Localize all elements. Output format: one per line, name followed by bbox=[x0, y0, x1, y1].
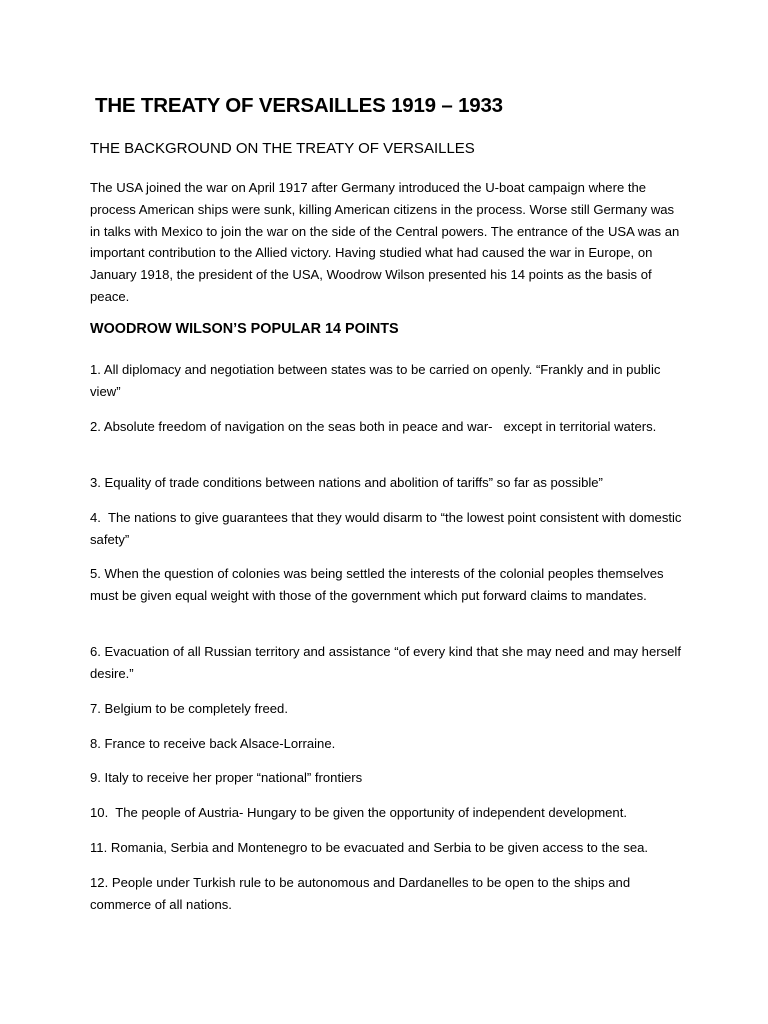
page-title: THE TREATY OF VERSAILLES 1919 – 1933 bbox=[95, 94, 503, 117]
point-11: 11. Romania, Serbia and Montenegro to be evacuated and Serbia to be given access to the sea. bbox=[90, 840, 649, 855]
intro-paragraph: The USA joined the war on April 1917 after Germany introduced the U-boat campaign where the process American ships were sunk, killing American citizens in the process. Worse still Germany was in talks with Mexico to join the war on the side of the Central powers. The entrance of the USA was an important contribution to the Allied victory. Having studied what had caused the war in Europe, on January 1918, the president of the USA, Woodrow Wilson presented his 14 points as the basis of peace. bbox=[90, 180, 680, 304]
point-8: 8. France to receive back Alsace-Lorraine. bbox=[90, 736, 336, 751]
point-1: 1. All diplomacy and negotiation between states was to be carried on openly. “Frankly and in public view” bbox=[90, 362, 665, 399]
point-6: 6. Evacuation of all Russian territory and assistance “of every kind that she may need and may herself desire.” bbox=[90, 644, 685, 681]
points-heading: WOODROW WILSON’S POPULAR 14 POINTS bbox=[90, 321, 399, 337]
point-5: 5. When the question of colonies was being settled the interests of the colonial peoples themselves must be given equal weight with those of the government which put forward claims to mandates. bbox=[90, 566, 668, 603]
section-subtitle: THE BACKGROUND ON THE TREATY OF VERSAILLES bbox=[90, 140, 475, 157]
point-10: 10. The people of Austria- Hungary to be given the opportunity of independent development. bbox=[90, 805, 627, 820]
point-12: 12. People under Turkish rule to be autonomous and Dardanelles to be open to the ships and commerce of all nations. bbox=[90, 875, 634, 912]
point-9: 9. Italy to receive her proper “national” frontiers bbox=[90, 770, 363, 785]
point-3: 3. Equality of trade conditions between nations and abolition of tariffs” so far as possible” bbox=[90, 475, 603, 490]
point-2: 2. Absolute freedom of navigation on the seas both in peace and war- except in territorial waters. bbox=[90, 419, 657, 434]
point-4: 4. The nations to give guarantees that they would disarm to “the lowest point consistent with domestic safety” bbox=[90, 510, 686, 547]
point-7: 7. Belgium to be completely freed. bbox=[90, 701, 288, 716]
